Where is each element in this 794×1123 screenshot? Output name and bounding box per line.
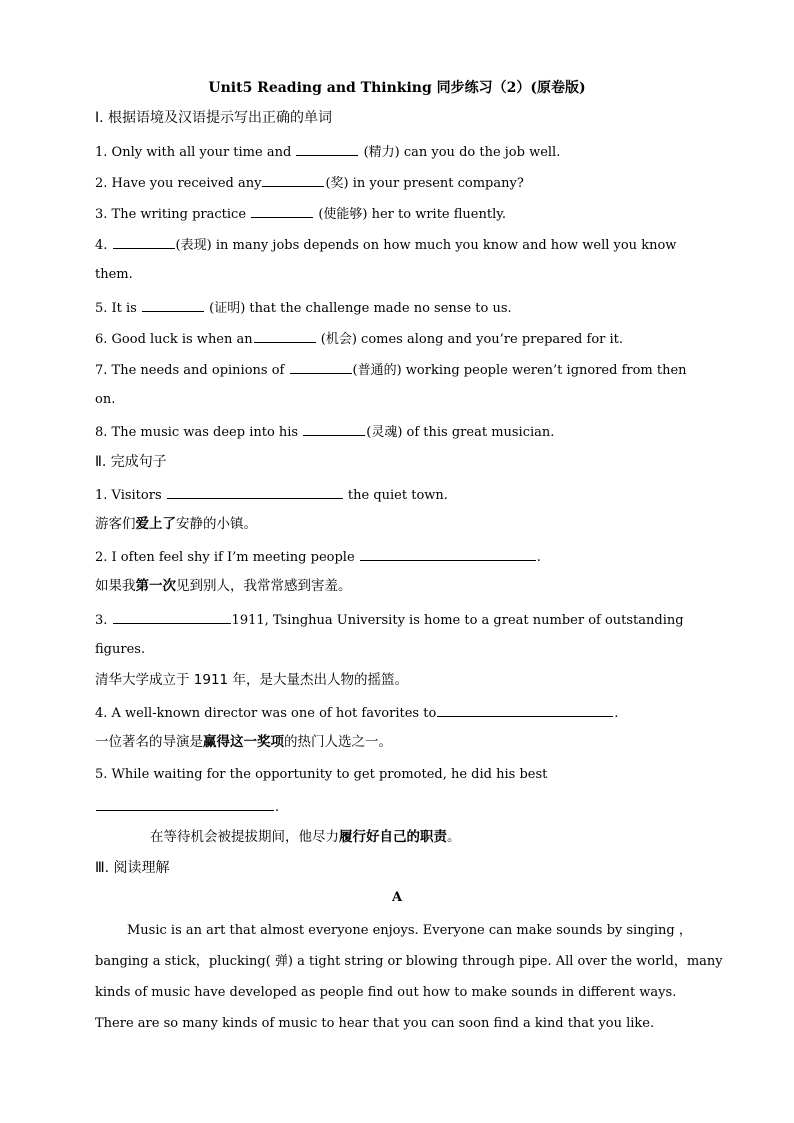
s1-q7-text-b: (普通的) working people weren’t ignored from then xyxy=(352,363,687,378)
s2-q4-cn-c: 的热门人选之一。 xyxy=(284,734,392,750)
s2-q3-cn-key: 成立于 xyxy=(149,672,190,688)
s1-q4-blank[interactable] xyxy=(113,235,175,249)
s2-q3-translation xyxy=(95,671,699,689)
s2-q1-translation xyxy=(95,515,699,533)
s1-q7-continuation: on. xyxy=(95,392,116,407)
s2-q1-cn-a: 游客们 xyxy=(95,516,136,532)
s1-q3-blank[interactable] xyxy=(251,204,313,218)
s1-q5-text-b: (证明) that the challenge made no sense to us. xyxy=(209,301,512,316)
s2-q4-cn-key: 赢得这一奖项 xyxy=(203,734,284,750)
s2-question-3 xyxy=(95,610,699,630)
passage-line-2: banging a stick，plucking( 弹) a tight string or blowing through pipe. All over the world，many xyxy=(95,954,723,969)
s2-question-2 xyxy=(95,547,699,567)
s1-question-3 xyxy=(95,204,699,224)
s1-q8-text-b: (灵魂) of this great musician. xyxy=(366,425,555,440)
s1-q4-continuation: them. xyxy=(95,267,133,282)
s1-q3-text-b: (使能够) her to write fluently. xyxy=(318,207,506,222)
s1-q7-blank[interactable] xyxy=(290,360,352,374)
s2-q5-text-b: . xyxy=(275,800,280,815)
s1-q1-blank[interactable] xyxy=(296,142,358,156)
s1-q6-text-b: (机会) comes along and you’re prepared for it. xyxy=(320,332,624,347)
s2-q4-text-a: 4. A well-known director was one of hot favorites to xyxy=(95,706,437,721)
s1-q6-text-a: 6. Good luck is when an xyxy=(95,332,253,347)
passage-line-4: There are so many kinds of music to hear that you can soon find a kind that you like. xyxy=(95,1016,655,1031)
passage-line-1: Music is an art that almost everyone enjoys. Everyone can make sounds by singing ， xyxy=(127,923,692,938)
s2-q4-blank[interactable] xyxy=(437,703,613,717)
s2-q4-translation xyxy=(95,733,699,751)
s2-q5-cn-c: 。 xyxy=(447,829,461,845)
s2-q3-blank[interactable] xyxy=(113,610,231,624)
s2-q1-cn-c: 安静的小镇。 xyxy=(176,516,257,532)
s1-question-1 xyxy=(95,142,699,162)
page-title: Unit5 Reading and Thinking 同步练习（2）(原卷版) xyxy=(208,80,586,96)
s2-q5-cn-a: 在等待机会被提拔期间，他尽力 xyxy=(150,829,339,845)
s1-question-7 xyxy=(95,360,699,380)
s1-q2-text-a: 2. Have you received any xyxy=(95,176,262,191)
s2-q1-text-a: 1. Visitors xyxy=(95,488,162,503)
s2-question-4 xyxy=(95,703,699,723)
s2-q3-continuation: figures. xyxy=(95,642,146,657)
s2-q1-cn-key: 爱上了 xyxy=(135,516,176,532)
s1-q4-text-a: 4. xyxy=(95,238,108,253)
s1-question-2 xyxy=(95,173,699,193)
s2-q3-cn-c: 1911 年，是大量杰出人物的摇篮。 xyxy=(189,672,408,688)
s2-q2-text-b: . xyxy=(536,550,541,565)
passage-label: A xyxy=(391,890,403,905)
s2-q2-cn-c: 见到别人，我常常感到害羞。 xyxy=(176,578,352,594)
s2-q3-cn-a: 清华大学 xyxy=(95,672,149,688)
s2-q2-cn-a: 如果我 xyxy=(95,578,136,594)
s2-q1-blank[interactable] xyxy=(167,485,343,499)
s2-q5-answer-line xyxy=(95,797,699,817)
s1-q1-text-a: 1. Only with all your time and xyxy=(95,145,292,160)
s2-q3-text-a: 3. xyxy=(95,613,108,628)
s1-q3-text-a: 3. The writing practice xyxy=(95,207,247,222)
s2-q2-cn-key: 第一次 xyxy=(135,578,176,594)
s2-q4-text-b: . xyxy=(614,706,619,721)
section-3-heading: Ⅲ. 阅读理解 xyxy=(95,860,170,876)
s2-q2-text-a: 2. I often feel shy if I’m meeting people xyxy=(95,550,355,565)
s2-q1-text-b: the quiet town. xyxy=(347,488,448,503)
s1-q8-text-a: 8. The music was deep into his xyxy=(95,425,299,440)
s2-question-5: 5. While waiting for the opportunity to get promoted, he did his best xyxy=(95,767,548,782)
s1-question-4 xyxy=(95,235,699,255)
s2-question-1 xyxy=(95,485,699,505)
s2-q5-translation xyxy=(150,828,754,846)
section-1-heading: Ⅰ. 根据语境及汉语提示写出正确的单词 xyxy=(95,110,333,126)
s1-q1-text-b: (精力) can you do the job well. xyxy=(363,145,561,160)
s1-q2-text-b: (奖) in your present company? xyxy=(325,176,524,191)
s2-q2-translation xyxy=(95,577,699,595)
s1-question-6 xyxy=(95,329,699,349)
s2-q5-blank[interactable] xyxy=(96,797,274,811)
s1-q7-text-a: 7. The needs and opinions of xyxy=(95,363,285,378)
s2-q5-cn-key: 履行好自己的职责 xyxy=(339,829,447,845)
passage-line-3: kinds of music have developed as people find out how to make sounds in different ways. xyxy=(95,985,677,1000)
s1-q4-text-b: (表现) in many jobs depends on how much you know and how well you know xyxy=(175,238,677,253)
s1-q5-blank[interactable] xyxy=(142,298,204,312)
s1-question-5 xyxy=(95,298,699,318)
s2-q3-text-b: 1911, Tsinghua University is home to a great number of outstanding xyxy=(231,613,684,628)
s2-q2-blank[interactable] xyxy=(360,547,536,561)
s1-q2-blank[interactable] xyxy=(262,173,324,187)
s1-q6-blank[interactable] xyxy=(254,329,316,343)
section-2-heading: Ⅱ. 完成句子 xyxy=(95,454,167,470)
s2-q4-cn-a: 一位著名的导演是 xyxy=(95,734,203,750)
s1-question-8 xyxy=(95,422,699,442)
s1-q5-text-a: 5. It is xyxy=(95,301,137,316)
s1-q8-blank[interactable] xyxy=(303,422,365,436)
